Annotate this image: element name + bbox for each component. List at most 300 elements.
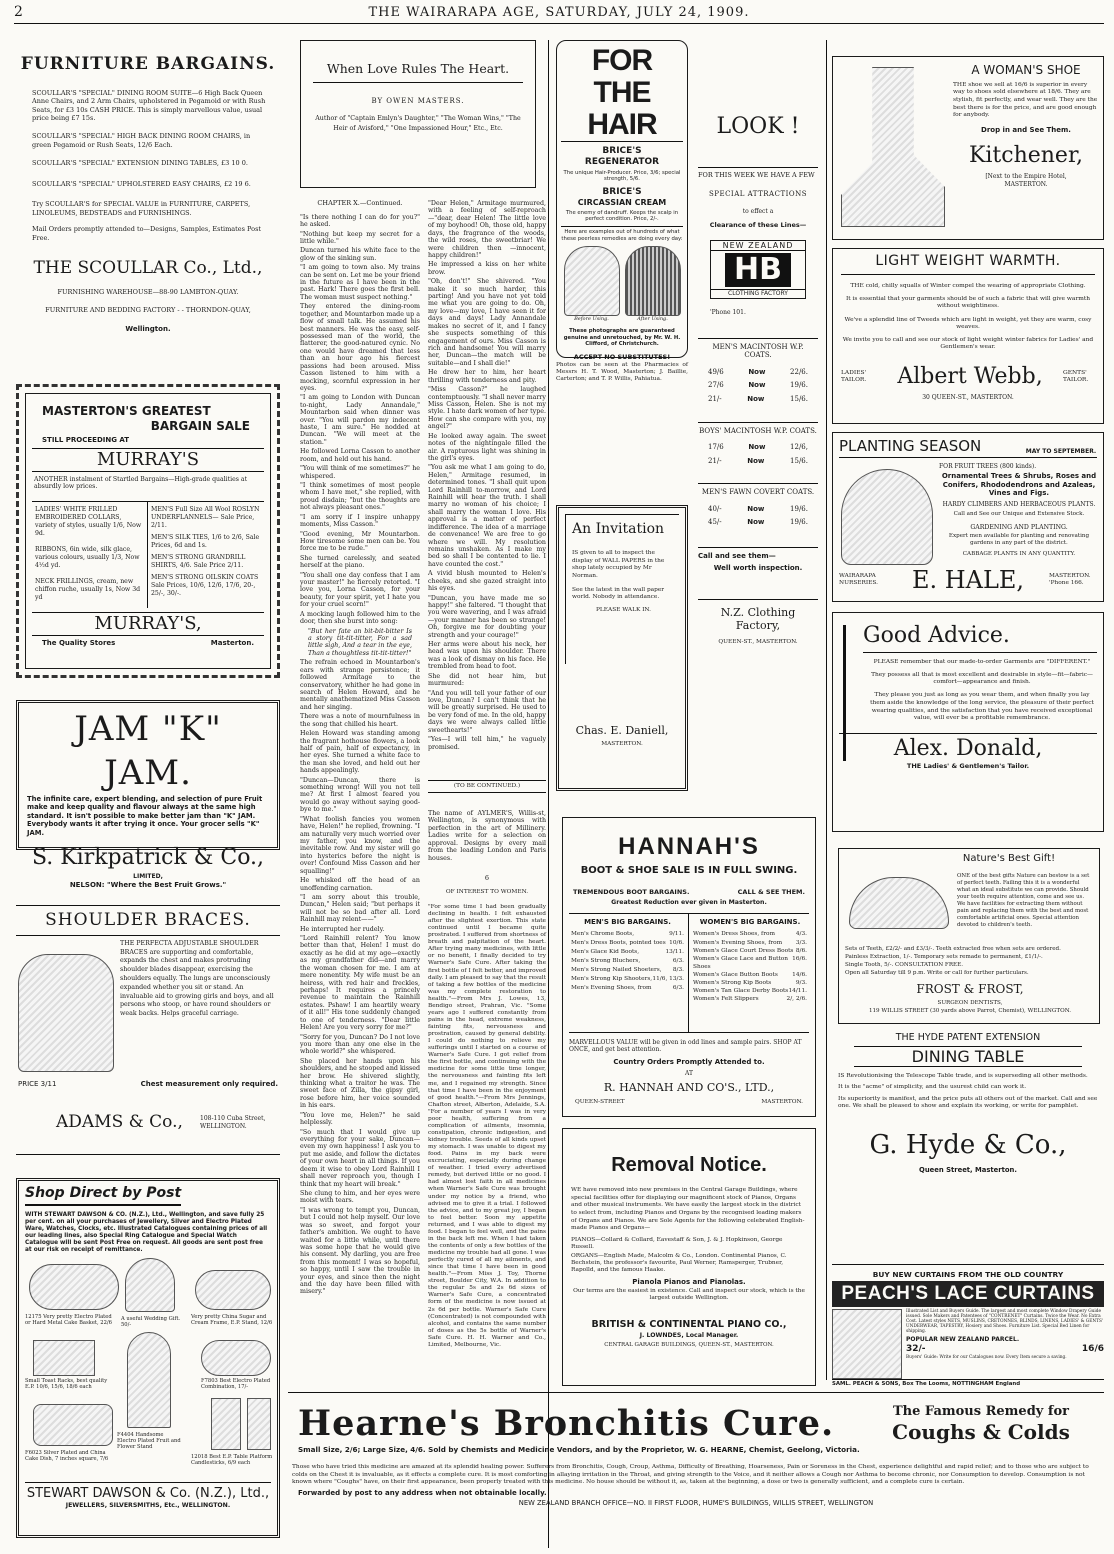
warner-body: "For some time I had been gradually declining in health. I felt exhausted after the slightest exertion. This state continued until I became quite prostrated. I suffered from shortness of breath and palpitation of the heart. After trying many medicines, with little or no benefit, I finally decided to try Warner's Safe Cure. After taking the first bottle of I felt better, and improved daily. I am pleased to say that the result of taking a few bottles of the medicine was my complete restoration to health."—From Mrs J. Lowes, 13, Bendigo street, Prahran, Vic. "Some years ago I suffered constantly from pains in the head, extreme weakness, fainting fits, nervousness and prostration, caused by general debility. I could do nothing to relieve my sufferings until I started on a course of Warner's Safe Cure. I got relief from the first bottle, and continuing with the medicine for some little time longer, the nervousness and fainting fits left me, and I regained my strength. Since that time I have been in the enjoyment of good health."—From Mrs Jennings, Chafton street, Alberton, Adelaide, S.A. "For a number of years I was in very poor health, suffering from a complication of ailments, insomnia, constipation, chronic indigestion, and kidney trouble. Seeds of all kinds upset my stomach. I was unable to digest my food. Pains in my back were excruciating, especially during change of weather. I tried every advertised remedy, but derived little or no good. I had almost lost faith in all medicines when Warner's Safe Cure was brought under my notice by a friend, who advised me to give it a trial. I followed the advice, and to my great joy, I began to feel better. Soon my appetite returned, and I was able to digest my food. I began to feel well, and the pains in the back left me. When I had taken the contents of only a few bottles of the medicine my trouble had all gone. I was perfectly cured of all my ailments, and since that time I have been in good health."—From Miss J. Toy, Thorne street, Boulder City, W.A. In addition to the regular 5s and 2s 6d sizes of Warner's Safe Cure, a concentrated form of the medicine is now issued at 2s 6d per bottle. Warner's Safe Cure (Concentrated) is not compounded with alcohol, and contains the same number of doses as the 5s bottle of Warner's Safe Cure. H. H. Warner and Co., Limited, Melbourne, Vic. bbox=[428, 903, 546, 1348]
now-label: Now bbox=[747, 395, 765, 404]
story-continued: (TO BE CONTINUED.) bbox=[428, 780, 546, 793]
scoullar-item: SCOULLAR'S "SPECIAL" UPHOLSTERED EASY CHAIRS, £2 19 6. bbox=[32, 179, 251, 188]
brice-desc: The enemy of dandruff. Keeps the scalp in perfect condition. Price, 2/-. bbox=[565, 209, 679, 223]
fruit-stand-illustration bbox=[127, 1332, 171, 1428]
dawson-item: Very pretty China Sugar and Cream Frame, E.P. Stand, 12/6 bbox=[191, 1313, 273, 1327]
hannah-womens-list bbox=[693, 930, 807, 1003]
before-photo bbox=[564, 246, 620, 316]
invitation-city: MASTERTON. bbox=[601, 741, 643, 748]
braces-price: PRICE 3/11 bbox=[18, 1079, 57, 1088]
hb-logo bbox=[710, 240, 806, 299]
story-paragraph: "Duncan—Duncan, there is something wrong! Will you not tell me? At first I almost feared you would go away without saying good-bye to me." bbox=[300, 776, 420, 814]
now-label: Now bbox=[747, 518, 765, 527]
boot-price: 6/3. bbox=[672, 958, 684, 965]
hearne-title: Hearne's Bronchitis Cure. bbox=[298, 1403, 835, 1444]
jam-ad bbox=[16, 700, 280, 889]
frost-body: ONE of the best gifts Nature can bestow is a set of perfect teeth. Failing this it is a wonderful what an ideal substitute we can provide. Should your teeth require attention, come and see us. We have facilities for extracting them without pain and replacing them with the best and most comfortable artificial ones. Special attention devoted to children's teeth. bbox=[957, 873, 1090, 929]
frost-sub: SURGEON DENTISTS, bbox=[937, 999, 1003, 1006]
murrays-bargain: MEN'S STRONG GRANDRILL SHIRTS, 4/6. Sale Price 2/11. bbox=[151, 554, 246, 570]
story-paragraph: "Oh, don't!" She shivered. "You make it so much harder, this parting! And you have not yet told me what you are going to do. Oh, my love—my love, I have seen it for days and days! Lady Annandale makes no secret of it, and I fancy she suspects something of this engagement of ours. Miss Casson is rich and handsome! You will marry her, Duncan—the match will be suitable—and I shall die!" bbox=[428, 278, 546, 367]
nz-section-title: BOYS' MACINTOSH W.P. COATS. bbox=[698, 422, 818, 436]
jam-company: S. Kirkpatrick & Co., bbox=[31, 845, 265, 871]
braces-title: SHOULDER BRACES. bbox=[16, 910, 280, 936]
masthead bbox=[14, 4, 1104, 22]
hannah-left-tag: TREMENDOUS BOOT BARGAINS. bbox=[573, 888, 690, 897]
boot-price: 14/6. bbox=[792, 972, 807, 979]
hb-logo-bot: CLOTHING FACTORY bbox=[711, 289, 805, 297]
story-paragraph: There was a note of mournfulness in the song that chilled his heart. bbox=[300, 713, 420, 728]
curtain-illustration bbox=[832, 1309, 902, 1379]
hyde-ad bbox=[832, 1030, 1104, 1265]
hannah-at: AT bbox=[684, 1070, 693, 1078]
dawson-title: Shop Direct by Post bbox=[25, 1185, 181, 1206]
boot-price: 4/3. bbox=[795, 931, 807, 938]
hale-call: Call and See our Unique and Extensive Stock. bbox=[953, 510, 1085, 517]
hyde-title2: DINING TABLE bbox=[854, 1046, 1082, 1068]
boot-item: Men's Glace Kid Boots, bbox=[571, 949, 640, 956]
hannah-title: HANNAH'S bbox=[618, 833, 760, 860]
hannah-mens-title: MEN'S BIG BARGAINS. bbox=[584, 917, 671, 926]
brice-accept: ACCEPT NO SUBSTITUTES! bbox=[573, 352, 671, 361]
kitchener-drop: Drop in and See Them. bbox=[981, 125, 1071, 134]
hannah-right-tag: CALL & SEE THEM. bbox=[737, 888, 805, 897]
brice-name: REGENERATOR bbox=[584, 156, 660, 167]
nz-call: Call and see them— bbox=[698, 547, 818, 561]
brice-name: BRICE'S bbox=[602, 186, 642, 197]
kitchener-body: THE shoe we sell at 16/6 is superior in every way to shoes sold elsewhere at 18/6. They are stylish, fit perfectly, and wear well. They are the best there is for the price, and are good enough for anybody. bbox=[953, 81, 1098, 119]
story-paragraph: He drew her to him, her heart thrilling with tenderness and pity. bbox=[428, 369, 546, 384]
after-photo bbox=[625, 246, 681, 316]
boot-bargain-row bbox=[571, 966, 684, 975]
removal-addr: CENTRAL GARAGE BUILDINGS, QUEEN-ST., MASTERTON. bbox=[604, 1341, 774, 1348]
hale-expert: Expert men available for planting and renovating gardens in any part of the district. bbox=[948, 533, 1090, 546]
removal-name: BRITISH & CONTINENTAL PIANO CO., bbox=[591, 1318, 787, 1330]
warner-number: 6 bbox=[484, 874, 490, 882]
story-paragraph: Her arms were about his neck, her head was upon his shoulder. There was a look of dismay on his face. He trembled from head to foot. bbox=[428, 641, 546, 671]
invitation-title: An Invitation bbox=[572, 521, 665, 537]
nz-phone: 'Phone 101. bbox=[710, 308, 746, 316]
new-price: 19/6. bbox=[790, 381, 808, 390]
price-row bbox=[698, 505, 818, 514]
jam-limited: LIMITED, bbox=[133, 873, 163, 881]
boot-bargain-row bbox=[693, 979, 807, 987]
nz-clothing-ad bbox=[698, 40, 818, 800]
murrays-headline: MASTERTON'S GREATEST bbox=[42, 404, 211, 418]
boot-item: Men's Strong Kip Shooters, bbox=[571, 976, 653, 983]
webb-p3: We've a splendid line of Tweeds which are light in weight, yet they are warm, cosy weaves. bbox=[844, 316, 1092, 330]
murrays-bargain: MEN'S STRONG OILSKIN COATS Sale Prices, 10/6, 12/6, 17/6, 20-, 25/-, 30/-. bbox=[151, 574, 259, 598]
boot-price: 9/3. bbox=[795, 980, 807, 987]
murrays-bargain: LADIES' WHITE FRILLED EMBROIDERED COLLARS, variety of styles, usually 1/6, Now 9d. bbox=[35, 505, 142, 538]
murrays-footer-left: The Quality Stores bbox=[42, 639, 116, 648]
peach-list: Buyers' Guide: Write for our Catalogues now. Every Item secure a saving. bbox=[906, 1354, 1067, 1360]
boot-bargain-row bbox=[693, 930, 807, 938]
peach-footer: SAML. PEACH & SONS, Box The Looms, NOTTINGHAM England bbox=[832, 1379, 1104, 1388]
boot-bargain-row bbox=[571, 984, 684, 993]
frost-title: Nature's Best Gift! bbox=[962, 853, 1056, 864]
boot-price: 9/11. bbox=[669, 931, 684, 938]
hannah-left-addr: QUEEN-STREET bbox=[575, 1098, 625, 1105]
new-price: 19/6. bbox=[790, 518, 808, 527]
jam-body: The infinite care, expert blending, and selection of pure Fruit make and keep quality and flavour always at the same high standard. It isn't possible to make better jam than "K" JAM. Everybody wants it after trying it once. Your grocer sells "K" JAM. bbox=[27, 795, 263, 837]
new-price: 15/6. bbox=[790, 395, 808, 404]
hannah-name: R. HANNAH AND CO'S., LTD., bbox=[603, 1081, 775, 1095]
story-paragraph: "You shall one day confess that I am your master!" he fiercely retorted. "I love you, Lorna Casson, for your beauty, for your spirit, yet I hate you for your cruel scorn!" bbox=[300, 571, 420, 609]
nz-worth: Well worth inspection. bbox=[713, 564, 803, 573]
frost-ad bbox=[838, 848, 1100, 1024]
dawson-item: 12175 Very pretty Electro Plated or Hard Metal Cake Basket, 22/6 bbox=[25, 1313, 112, 1327]
brice-photos: Photos can be seen at the Pharmacies of Messrs H. T. Wood, Masterton; J. Baillie, Carterton; and T. P. Willis, Pahiatua. bbox=[556, 362, 688, 382]
peach-ad bbox=[832, 1270, 1104, 1388]
hannah-value: MARVELLOUS VALUE will be given in odd lines and sample pairs. SHOP AT ONCE, and get best attention. bbox=[569, 1038, 802, 1054]
boot-price: 6/3. bbox=[672, 985, 684, 992]
donald-bracket bbox=[843, 625, 861, 761]
boot-item: Men's Strong Nailed Shoeters, bbox=[571, 967, 662, 974]
boot-bargain-row bbox=[693, 995, 807, 1003]
now-label: Now bbox=[747, 504, 765, 513]
boot-bargain-row bbox=[571, 930, 684, 939]
new-price: 22/6. bbox=[790, 367, 808, 376]
frost-single: Single Tooth, 5/-. CONSULTATION FREE. bbox=[845, 962, 963, 969]
boot-bargain-row bbox=[693, 987, 807, 995]
peach-title: PEACH'S LACE CURTAINS bbox=[832, 1281, 1104, 1307]
price-row bbox=[698, 395, 818, 404]
removal-ad bbox=[562, 1128, 816, 1386]
dawson-footer: STEWART DAWSON & Co. (N.Z.), Ltd., bbox=[25, 1482, 271, 1502]
story-paragraph: A vivid blush mounted to Helen's cheeks, and she gazed straight into his eyes. bbox=[428, 570, 546, 593]
boot-price: 16/6. bbox=[792, 955, 807, 962]
removal-terms: Our terms are the easiest in existence. Call and inspect our stock, which is the largest outside Wellington. bbox=[573, 1288, 805, 1302]
murrays-bargain: RIBBONS, 6in wide, silk glace, various colours, usually 1/3, Now 4½d yd. bbox=[35, 546, 140, 570]
invitation-ad bbox=[556, 505, 688, 791]
aylmer-notice: The name of AYLMER'S, Willis-st, Wellington, is synonymous with perfection in the art of Millinery. Ladies write for a selection on approval. Designs by every mail from the leading London and Paris houses. bbox=[428, 810, 546, 862]
kitchener-ad bbox=[832, 56, 1104, 240]
hannah-country: Country Orders Promptly Attended to. bbox=[613, 1057, 765, 1066]
scoullar-city: Wellington. bbox=[125, 324, 171, 333]
boot-item: Men's Evening Shoes, from bbox=[571, 985, 652, 992]
hale-nurseries: WAIRARAPA NURSERIES. bbox=[839, 573, 879, 587]
peach-popular: POPULAR NEW ZEALAND PARCEL. bbox=[906, 1336, 1020, 1344]
story-paragraph: "Is there nothing I can do for you?" he asked. bbox=[300, 213, 420, 229]
story-paragraph: He whisked off the head of an unoffending carnation. bbox=[300, 877, 420, 892]
boot-price: 3/3. bbox=[795, 939, 807, 946]
now-label: Now bbox=[747, 456, 765, 465]
murrays-name: MURRAY'S bbox=[32, 448, 264, 472]
story-paragraph: The refrain echoed in Mountarbon's ears with strange persistence; it followed Armitage to the conservatory, whither he had gone in search of Helen Howard, and he mentally anathematized Miss Casson and her singing. bbox=[300, 659, 420, 711]
dawson-item: Small Toast Racks, best quality E.P. 10/6, 15/6, 18/6 each bbox=[25, 1377, 108, 1391]
scoullar-factory: FURNITURE AND BEDDING FACTORY - - THORNDON-QUAY, bbox=[45, 305, 251, 314]
donald-title: Good Advice. bbox=[863, 623, 1097, 653]
story-paragraph: "And you will tell your father of our love, Duncan? I can't think that he will be greatly surprised. He used to be very fond of me. In the old, happy days we were always called little sweethearts!" bbox=[428, 689, 546, 734]
hearne-famous: The Famous Remedy for bbox=[893, 1404, 1069, 1420]
braces-address: 108-110 Cuba Street, WELLINGTON. bbox=[200, 1115, 266, 1130]
story-credit: Author of "Captain Emlyn's Daughter," "The Woman Wins," "The Heir of Avisford," "One Impassioned Hour," Etc., Etc. bbox=[315, 114, 521, 132]
look-heading: LOOK ! bbox=[716, 114, 800, 139]
candlestick-illustration bbox=[211, 1398, 241, 1450]
boot-item: Women's Strong Kip Boots bbox=[693, 980, 772, 987]
combination-illustration bbox=[201, 1340, 271, 1376]
boot-bargain-row bbox=[693, 947, 807, 955]
hyde-p1: IS Revolutionising the Telescope Table trade, and is superseding all other methods. bbox=[838, 1073, 1088, 1080]
brice-name: CIRCASSIAN CREAM bbox=[577, 197, 667, 207]
dawson-item: F4404 Handsome Electro Plated Fruit and Flower Stand bbox=[117, 1431, 181, 1451]
nz-special: SPECIAL ATTRACTIONS bbox=[708, 189, 808, 198]
murrays-headline: BARGAIN SALE bbox=[150, 418, 250, 433]
braces-company: ADAMS & Co., bbox=[56, 1112, 183, 1133]
boot-item: Women's Glace Lace and Button Shoes bbox=[693, 955, 789, 970]
new-price: 12/6, bbox=[790, 443, 808, 452]
hale-dates: MAY TO SEPTEMBER. bbox=[1025, 447, 1097, 455]
boot-price: 11/6, 13/3. bbox=[652, 976, 684, 983]
braces-chest: Chest measurement only required. bbox=[140, 1079, 278, 1088]
now-label: Now bbox=[748, 367, 766, 376]
price-row bbox=[698, 368, 818, 377]
shoe-illustration bbox=[841, 67, 945, 227]
price-row bbox=[698, 443, 818, 452]
boot-price: 8/3. bbox=[672, 967, 684, 974]
nz-price-table bbox=[698, 505, 818, 527]
kitchener-title: A WOMAN'S SHOE bbox=[971, 63, 1081, 77]
boot-item: Women's Glace Button Boots bbox=[693, 972, 778, 979]
boot-price: 10/6. bbox=[669, 940, 684, 947]
story-paragraph: "I think sometimes of most people whom I have met," she replied, with proud disdain; "but the thoughts are not always pleasant ones." bbox=[300, 482, 420, 512]
now-label: Now bbox=[748, 443, 766, 452]
hyde-p2: It is the "acme" of simplicity, and the usurest child can work it. bbox=[838, 1084, 1027, 1091]
story-paragraph: "So much that I would give up everything for your sake, Duncan—even my own happiness! I ask you to put me aside, and follow the dictates of your own heart in all things. If you deem it wise to obey Lord Rainhill I shall never reproach you, though I think that my heart will break." bbox=[300, 1128, 420, 1188]
braces-ad bbox=[16, 905, 280, 1155]
old-price: 17/6 bbox=[708, 443, 724, 452]
donald-p2: They possess all that is most excellent and desirable in style—fit—fabric—comfort—appearance and finish. bbox=[871, 672, 1093, 686]
webb-name: Albert Webb, bbox=[897, 363, 1043, 389]
story-paragraph: They entered the dining-room together, and Mountarbon made up a flow of small talk. He assumed his best manners. He was the easy, self-possessed man of the world, the flatterer, the good-natured cynic. No one would have dreamed that less than an hour ago his fiercest passions had been aroused. Miss Casson listened to him with a mocking, scornful expression in her eyes. bbox=[300, 303, 420, 392]
nz-name: N.Z. Clothing Factory, bbox=[698, 599, 818, 633]
peach-top: BUY NEW CURTAINS FROM THE OLD COUNTRY bbox=[872, 1270, 1064, 1279]
hannah-mens-list bbox=[571, 930, 684, 993]
murrays-bargain: MEN'S Full Size All Wool ROSLYN UNDERFLANNELS— Sale Price, 2/11. bbox=[151, 505, 260, 529]
old-price: 27/6 bbox=[708, 381, 724, 390]
story-paragraph: He looked away again. The sweet notes of the nightingale filled the air. A rapturous light was shining in the girl's eyes. bbox=[428, 432, 546, 462]
boot-price: 14/11. bbox=[788, 988, 807, 995]
hannah-reduction: Greatest Reduction ever given in Masterton. bbox=[611, 899, 767, 907]
hearne-ad bbox=[288, 1392, 1104, 1554]
story-paragraph: "Lord Rainhill relent? You know better than that, Helen! I must do exactly as he did at my age—exactly as my grandfather did—and marry the woman chosen for me. I am at mere nonentity. My wife must be an heiress, with red hair and freckles, perhaps! It requires a princely revenue to maintain the Rainhill estates. Pshaw! I am heartily weary of it all!" His tone suddenly changed to one of tenderness. "Dear little Helen! Are you very sorry for me?" bbox=[300, 935, 420, 1032]
story-paragraph: "I am sorry about this trouble, Duncan," Helen said; "but perhaps it will not be so bad after all. Lord Rainhill may relent——" bbox=[300, 893, 420, 924]
boot-bargain-row bbox=[571, 975, 684, 984]
story-paragraph: "Yes—I will tell him," he vaguely promised. bbox=[428, 736, 546, 751]
removal-manager: J. LOWNDES, Local Manager. bbox=[639, 1332, 739, 1340]
hale-fruit: FOR FRUIT TREES (800 kinds). bbox=[939, 463, 1037, 470]
webb-p4: We invite you to call and see our stock of light weight winter fabrics for Ladies' and Gentlemen's wear. bbox=[842, 337, 1094, 351]
nz-price-table bbox=[698, 443, 818, 465]
dawson-body: WITH STEWART DAWSON & CO. (N.Z.), Ltd., Wellington, and save fully 25 per cent. on all your purchases of Jewellery, Silver and Electro Plated Ware, Watches, Clocks, etc. Illustrated Catalogues containing prices of all our leading lines, also Special Ring Catalogue and Special Watch Catalogue will be sent Post Free on request. All goods are sent post free at our risk on receipt of remittance. bbox=[25, 1212, 268, 1253]
webb-ad bbox=[832, 248, 1104, 424]
dawson-item: A useful Wedding Gift. 50/- bbox=[121, 1315, 181, 1329]
frost-painless: Painless Extraction, 1/-. Temporary sets remade to permanent, £1/1/-. bbox=[845, 954, 1043, 961]
story-paragraph: "Good evening, Mr Mountarbon. How tiresome some men can be. You force me to be rude." bbox=[300, 530, 420, 553]
boot-item: Women's Evening Shoes, from bbox=[693, 939, 783, 946]
story-paragraph: "Duncan, you have made me so happy!" she faltered. "I thought that you were wavering, and I was afraid—your manner has been so strange! Oh, forgive me for doubting your strength and your courage!" bbox=[428, 594, 546, 639]
story-paragraph: "Miss Casson?" he laughed contemptuously. "I shall never marry Miss Casson, Helen. She is not my style. I hate dark women of her type. How can she compare with you, my angel?" bbox=[428, 386, 546, 431]
story-paragraph: "Nothing but keep my secret for a little while." bbox=[300, 230, 420, 245]
peach-parcel-postage: 16/6 bbox=[1081, 1343, 1104, 1354]
hyde-title1: THE HYDE PATENT EXTENSION bbox=[895, 1032, 1041, 1043]
story-paragraph: "Sorry for you, Duncan? Do I not love you more than any one else in the whole world?" she whispered. bbox=[300, 1033, 420, 1056]
invitation-walk: PLEASE WALK IN. bbox=[596, 607, 651, 614]
hale-gardening: GARDENING AND PLANTING. bbox=[970, 523, 1068, 531]
invitation-name: Chas. E. Daniell, bbox=[575, 724, 669, 737]
webb-right-tag: GENTS' TAILOR. bbox=[1063, 369, 1089, 383]
hearne-post: Forwarded by post to any address when not obtainable locally. bbox=[298, 1488, 547, 1497]
cake-basket-illustration bbox=[29, 1264, 119, 1310]
story-paragraph: Helen Howard was standing among the fragrant hothouse flowers, a look half of pain, half of expectancy, in her eyes. She turned a white face to the man she loved, and held out her hands appealingly. bbox=[300, 730, 420, 775]
scoullar-item: SCOULLAR'S "SPECIAL" EXTENSION DINING TABLES, £3 10 0. bbox=[32, 159, 248, 168]
price-row bbox=[698, 457, 818, 466]
story-header bbox=[300, 40, 536, 188]
story-paragraph: "You will think of me sometimes?" he whispered. bbox=[300, 465, 420, 480]
murrays-footer-right: Masterton. bbox=[210, 639, 254, 648]
hyde-name: G. Hyde & Co., bbox=[869, 1129, 1067, 1160]
murrays-bargain: NECK FRILLINGS, cream, new chiffon ruche, usually 1s, Now 3d yd bbox=[35, 578, 141, 602]
old-price: 21/- bbox=[708, 456, 722, 465]
scoullar-ad bbox=[16, 28, 280, 358]
murrays-bargain: MEN'S SILK TIES, 1/6 to 2/6, Sale Prices, 6d and 1s. bbox=[151, 534, 260, 550]
masthead-title: THE WAIRARAPA AGE, SATURDAY, JULY 24, 1909. bbox=[368, 5, 750, 20]
hale-hardy: HARDY CLIMBERS AND HERBACEOUS PLANTS. bbox=[942, 501, 1096, 509]
scoullar-item: SCOULLAR'S "SPECIAL" DINING ROOM SUITE—6 High Back Queen Anne Chairs, and 2 Arm Chairs, upholstered in Pegamoid or with Rush Seats, for £3 10s CASH PRICE. This is simply marvellous value, usual price being £7 15s. bbox=[32, 88, 266, 123]
story-paragraph: "I am going to town also. My trains can be sent on. Let me be your friend in the future as I have been in the past. Hark! There goes the first bell. The woman must suspect nothing." bbox=[300, 264, 420, 301]
nz-section-title: MEN'S MACINTOSH W.P. COATS. bbox=[698, 338, 818, 360]
dawson-item: F6023 Silver Plated and China Cake Dish, 7 inches square, 7/6 bbox=[25, 1449, 109, 1463]
brice-title: FOR THE HAIR bbox=[561, 45, 683, 142]
story-paragraph: "I am going to London with Duncan to-night, Lady Annandale," Mountarbon said when dinner was over. "You will pardon my indecent haste, I am sure." He nodded at Duncan. "We will meet at the station." bbox=[300, 394, 420, 446]
hb-logo-mid: HB bbox=[725, 253, 791, 287]
frost-addr: 119 WILLIS STREET (30 yards above Parrot, Chemist), WELLINGTON. bbox=[868, 1007, 1072, 1014]
story-paragraph: She turned carelessly, and seated herself at the piano. bbox=[300, 554, 420, 570]
kitchener-addr: [Next to the Empire Hotel, MASTERTON. bbox=[985, 173, 1067, 188]
removal-title: Removal Notice. bbox=[611, 1154, 767, 1176]
story-paragraph: He interrupted her rudely. bbox=[300, 925, 385, 933]
nz-clearance: Clearance of these Lines— bbox=[709, 220, 807, 229]
frost-sets: Sets of Teeth, £2/2/- and £3/3/-. Teeth extracted free when sets are ordered. bbox=[845, 946, 1061, 952]
warner-heading: OF INTEREST TO WOMEN. bbox=[445, 888, 529, 895]
kitchener-name: Kitchener, bbox=[968, 142, 1084, 168]
scoullar-item: Try SCOULLAR'S for SPECIAL VALUE in FURNITURE, CARPETS, LINOLEUMS, BEDSTEADS and FURNISHINGS. bbox=[32, 200, 251, 217]
brice-guarantee: These photographs are guaranteed genuine and unretouched, by Mr. W. H. Clifford, of Christchurch. bbox=[563, 328, 681, 348]
boot-item: Women's Dress Shoes, from bbox=[693, 931, 775, 938]
hannah-right-addr: MASTERTON. bbox=[761, 1098, 803, 1105]
after-label: After Using. bbox=[637, 316, 668, 323]
webb-title: LIGHT WEIGHT WARMTH. bbox=[841, 253, 1095, 275]
brice-samples: Here are examples out of hundreds of what these peerless remedies are doing every day: bbox=[561, 226, 683, 242]
boot-bargain-row bbox=[693, 955, 807, 971]
jam-title: JAM "K" JAM. bbox=[74, 709, 222, 793]
story-paragraph: "I was wrong to tempt you, Duncan, but I could not help myself. Our love was so sweet, and forgot your father's ambition. We ought to have waited for a little while, until there was some hope that he would give his consent. My darling, you are free from this moment! I was so hopeful, so happy, until I saw the trouble in your eyes, and since then the night and the day have been filled with misery." bbox=[300, 1206, 420, 1296]
story-paragraph: She clung to him, and her eyes were moist with tears. bbox=[300, 1189, 420, 1205]
hale-ad bbox=[832, 432, 1104, 602]
invitation-body: IS given to all to inspect the display of WALL PAPERS in the shop lately occupied by Mr Norman. bbox=[572, 549, 665, 580]
new-price: 19/6. bbox=[790, 504, 808, 513]
story-paragraph: She did not hear him, but murmured: bbox=[428, 672, 546, 688]
boot-item: Women's Glace Court Dress Boots bbox=[693, 947, 794, 954]
scoullar-item: SCOULLAR'S "SPECIAL" HIGH BACK DINING ROOM CHAIRS, in green Pegamoid or Rush Seats, 12/6 Each. bbox=[32, 132, 251, 149]
scoullar-item: Mail Orders promptly attended to—Designs, Samples, Estimates Post Free. bbox=[32, 225, 262, 242]
scoullar-warehouse: FURNISHING WAREHOUSE—88-90 LAMBTON-QUAY. bbox=[57, 287, 239, 296]
webb-addr: 30 QUEEN-ST., MASTERTON. bbox=[922, 394, 1014, 402]
hale-name: E. HALE, bbox=[911, 565, 1025, 594]
hale-title: PLANTING SEASON bbox=[839, 437, 982, 455]
story-column bbox=[300, 200, 420, 1535]
story-paragraph: Duncan turned his white face to the glow of the sinking sun. bbox=[300, 247, 420, 262]
story-author: BY OWEN MASTERS. bbox=[371, 97, 465, 106]
webb-p2: It is essential that your garments should be of such a fabric that will give warmth without weightiness. bbox=[845, 296, 1091, 310]
jam-city: NELSON: "Where the Best Fruit Grows." bbox=[69, 880, 227, 889]
price-row bbox=[698, 518, 818, 527]
brice-name: BRICE'S bbox=[602, 146, 642, 156]
hannah-womens-title: WOMEN'S BIG BARGAINS. bbox=[699, 917, 801, 926]
donald-ad bbox=[832, 612, 1104, 832]
hyde-addr: Queen Street, Masterton. bbox=[919, 1165, 1017, 1174]
price-row bbox=[698, 381, 818, 390]
nz-price-table bbox=[698, 368, 818, 404]
story-paragraph: "I am sorry if I inspire unhappy moments, Miss Casson." bbox=[300, 513, 420, 529]
hearne-branch: NEW ZEALAND BRANCH OFFICE—NO. II FIRST FLOOR, HUME'S BUILDINGS, WILLIS STREET, WELLINGTON bbox=[518, 1499, 874, 1508]
boot-price: 13/11. bbox=[665, 949, 684, 956]
hyde-p3: Its superiority is manifest, and the price puts all others out of the market. Call and see one. We shall be pleased to show and explain its working, or write for pamphlet. bbox=[838, 1095, 1098, 1109]
story-paragraph: "What foolish fancies you women have, Helen!" he replied, frowning. "I am naturally very much worried over my father, you know, and the inevitable row. And my sister will go into hysterics before the night is over! Confound Miss Casson and her squalling!" bbox=[300, 815, 420, 875]
new-price: 15/6. bbox=[790, 456, 808, 465]
hale-addr: MASTERTON. 'Phone 166. bbox=[1049, 573, 1091, 587]
hannah-sub: BOOT & SHOE SALE IS IN FULL SWING. bbox=[580, 865, 798, 877]
scoullar-company: THE SCOULLAR Co., Ltd., bbox=[33, 257, 263, 278]
story-paragraph: A mocking laugh followed him to the door, then she burst into song: bbox=[300, 610, 420, 626]
boot-bargain-row bbox=[571, 957, 684, 966]
page-number: 2 bbox=[14, 4, 23, 20]
donald-name: Alex. Donald, bbox=[839, 733, 1097, 763]
hb-logo-top: NEW ZEALAND bbox=[711, 241, 805, 252]
old-price: 45/- bbox=[708, 518, 722, 527]
donald-p1: PLEASE remember that our made-to-order Garments are "DIFFERENT." bbox=[873, 658, 1091, 665]
scoullar-title: FURNITURE BARGAINS. bbox=[20, 54, 276, 74]
donald-sub: THE Ladies' & Gentlemen's Tailor. bbox=[906, 761, 1030, 770]
toast-rack-illustration bbox=[33, 1340, 95, 1376]
boot-bargain-row bbox=[693, 971, 807, 979]
cake-dish-illustration bbox=[33, 1404, 113, 1446]
donald-p3: They please you just as long as you wear them, and when finally you lay them aside the knowledge of the long service, the pleasure of their perfect wearing qualities, and the satisfaction that you have received exceptional value, will ever be a profitable remembrance. bbox=[870, 692, 1094, 722]
boot-item: Men's Chrome Boots, bbox=[571, 931, 635, 938]
candlestick-illustration bbox=[247, 1398, 271, 1450]
boot-bargain-row bbox=[571, 948, 684, 957]
old-price: 49/6 bbox=[708, 367, 724, 376]
peach-body: Illustrated List and Buyers Guide. The largest and most complete Window Drapery Guide issued. Sole Makers and Patentees of "CONTRENET" Curtains. Twice the Wear. No Extra Cost. Latest styles NETS, MUSLINS, CRETONNES, BLINDS, LINENS, LADIES' & GENTS' UNDERWEAR, TAPESTRY, Hosiery and Shoes. Furniture List. Special Bed Linen for shipping. bbox=[906, 1309, 1104, 1335]
hearne-body: Those who have tried this medicine are amazed at its splendid healing power. Sufferers from Bronchitis, Cough, Croup, Asthma, Difficulty of Breathing, Hoarseness, Pain or Soreness in the Chest, experience delightful and rapid relief; and to those who are subject to colds on the Chest it is invaluable, as it effects a complete cure. It is most comforting in allaying irritation in the Throat, and giving strength to the Voice, and it neither allows a Cough nor Asthma to become chronic, nor Consumption to develop. Consumption is not known where "Coughs" have, on their first appearance, been properly treated with this medicine. No house should be without it, as, taken at the beginning, a dose or two is generally sufficient, and a complete cure is certain. bbox=[292, 1464, 1089, 1486]
invitation-body2: See the latest in the wall paper world. Nobody in attendance. bbox=[572, 587, 665, 601]
nz-addr: QUEEN-ST., MASTERTON. bbox=[718, 638, 798, 645]
wedding-gift-illustration bbox=[125, 1258, 175, 1312]
braces-body: THE PERFECTA ADJUSTABLE SHOULDER BRACES are supporting and comfortable, expands the chest and makes protruding shoulder blades disappear, exercising the shoulders equally. The lungs are unconsciously expanded whether you sit or stand. An invaluable aid to growing girls and boys, and all persons who stoop, or have round shoulders or weak backs. Helps graceful carriage. bbox=[120, 939, 274, 1018]
hannah-ad bbox=[562, 817, 816, 1117]
hale-ornamental: Ornamental Trees & Shrubs, Roses and Conifers, Rhododendrons and Azaleas, Vines and Figs. bbox=[941, 472, 1097, 498]
nz-effect: to effect a bbox=[742, 208, 774, 216]
tree-illustration bbox=[841, 469, 933, 565]
nz-intro: FOR THIS WEEK WE HAVE A FEW bbox=[698, 167, 818, 180]
old-price: 21/- bbox=[708, 395, 722, 404]
before-label: Before Using. bbox=[574, 316, 609, 323]
removal-pianola: Pianola Pianos and Pianolas. bbox=[632, 1277, 746, 1286]
dawson-item: 12018 Best E.P. Table Platform Candlesticks, 6/9 each bbox=[191, 1453, 273, 1467]
boot-item: Women's Felt Slippers bbox=[693, 996, 759, 1003]
hearne-coughs: Coughs & Colds bbox=[892, 1420, 1070, 1445]
peach-parcel-price: 32/- bbox=[906, 1343, 926, 1354]
